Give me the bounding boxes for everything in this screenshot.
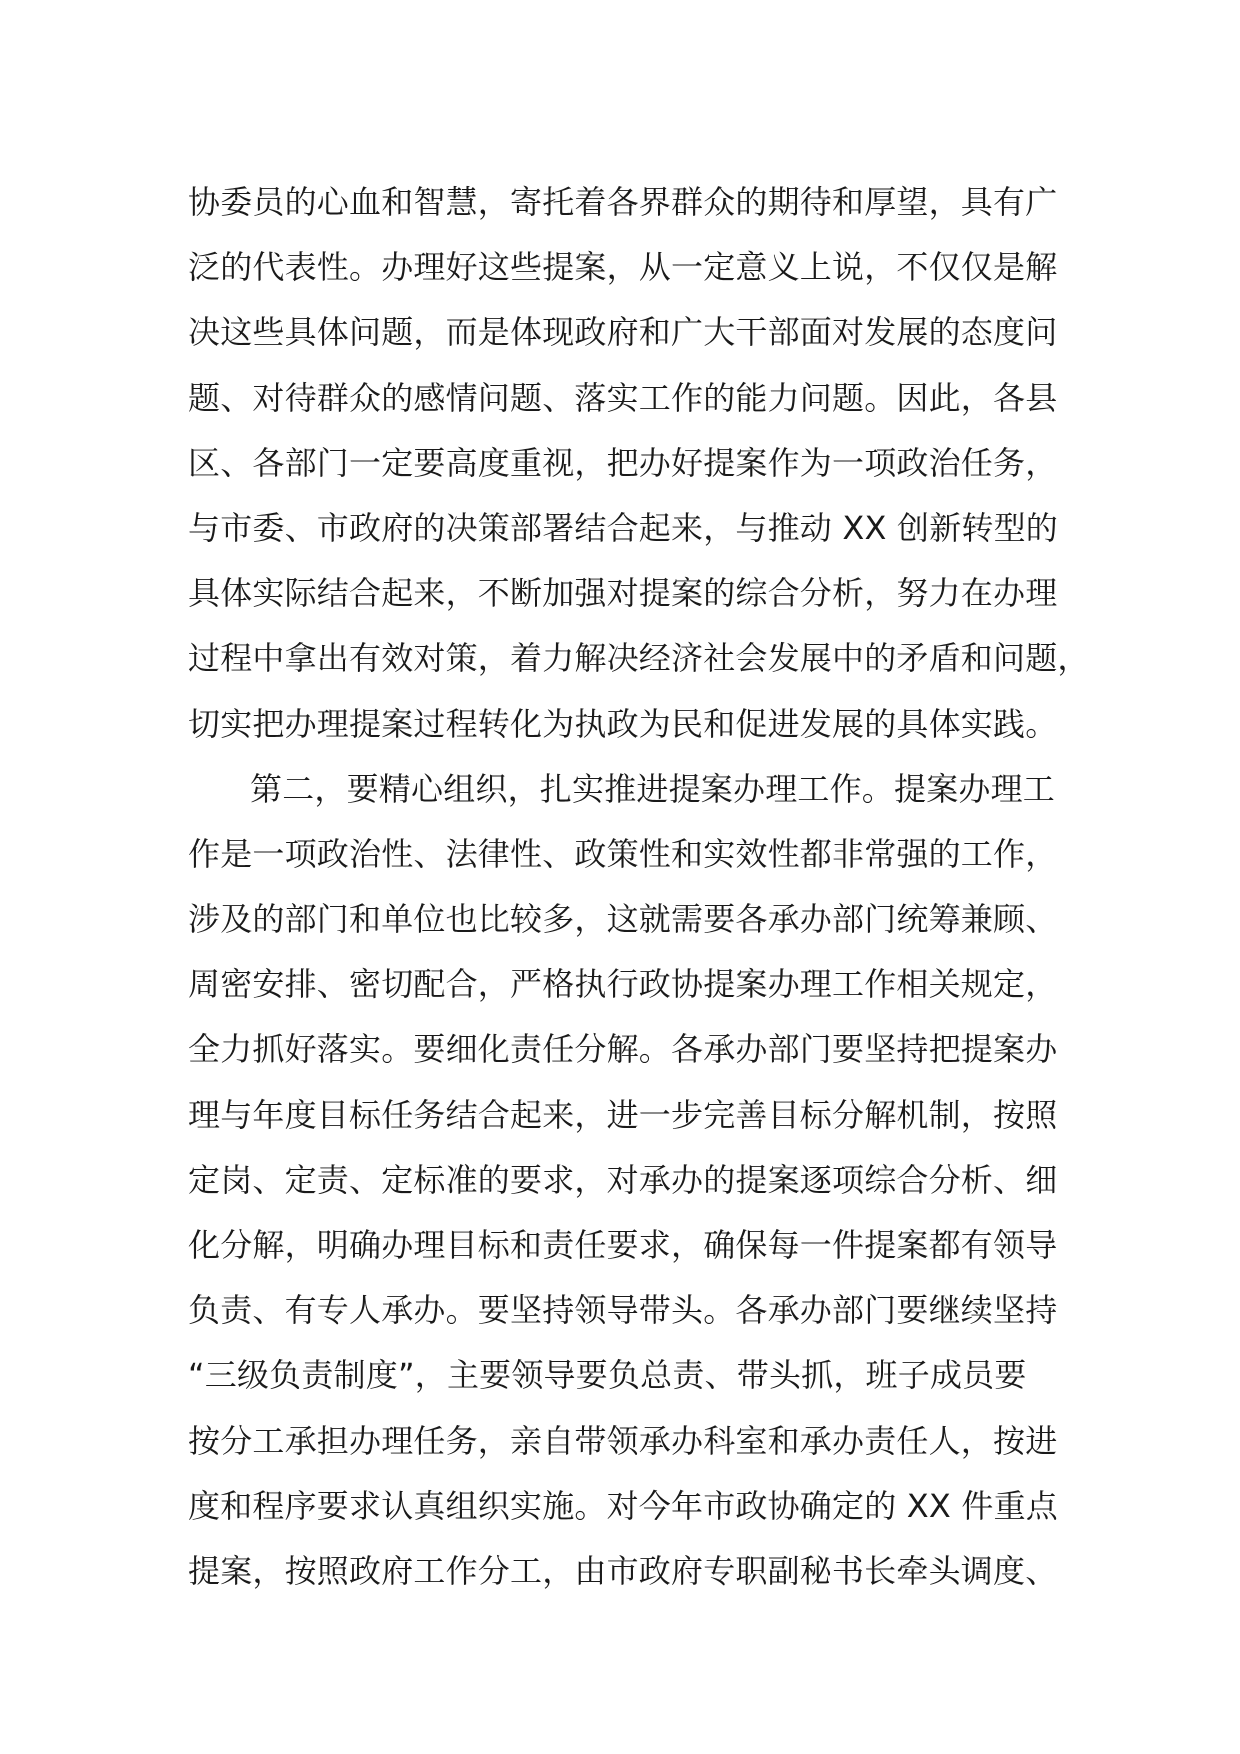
text-line: 度和程序要求认真组织实施。对今年市政协确定的 XX 件重点 bbox=[188, 1486, 1058, 1525]
text-line: 决这些具体问题，而是体现政府和广大干部面对发展的态度问 bbox=[188, 313, 1058, 352]
text-line: 定岗、定责、定标准的要求，对承办的提案逐项综合分析、细 bbox=[188, 1160, 1058, 1199]
text-line: 协委员的心血和智慧，寄托着各界群众的期待和厚望，具有广 bbox=[188, 183, 1058, 221]
paragraph-start-line: 第二，要精心组织，扎实推进提案办理工作。提案办理工 bbox=[250, 769, 1056, 808]
text-line: 过程中拿出有效对策，着力解决经济社会发展中的矛盾和问题， bbox=[188, 639, 1090, 678]
text-line: 周密安排、密切配合，严格执行政协提案办理工作相关规定， bbox=[188, 965, 1058, 1004]
text-line: 理与年度目标任务结合起来，进一步完善目标分解机制，按照 bbox=[188, 1095, 1058, 1134]
text-line: 具体实际结合起来，不断加强对提案的综合分析，努力在办理 bbox=[188, 574, 1058, 613]
text-line: 化分解，明确办理目标和责任要求，确保每一件提案都有领导 bbox=[188, 1226, 1058, 1264]
text-line: 作是一项政治性、法律性、政策性和实效性都非常强的工作， bbox=[188, 834, 1058, 873]
text-line: 题、对待群众的感情问题、落实工作的能力问题。因此，各县 bbox=[188, 378, 1058, 417]
text-line: 提案，按照政府工作分工，由市政府专职副秘书长牵头调度、 bbox=[188, 1551, 1058, 1590]
text-line: “三级负责制度”，主要领导要负总责、带头抓，班子成员要 bbox=[188, 1356, 1027, 1395]
text-line: 切实把办理提案过程转化为执政为民和促进发展的具体实践。 bbox=[188, 704, 1058, 743]
text-line: 负责、有专人承办。要坚持领导带头。各承办部门要继续坚持 bbox=[188, 1291, 1058, 1330]
text-line: 与市委、市政府的决策部署结合起来，与推动 XX 创新转型的 bbox=[188, 508, 1058, 547]
text-line: 涉及的部门和单位也比较多，这就需要各承办部门统筹兼顾、 bbox=[188, 900, 1058, 939]
text-line: 区、各部门一定要高度重视，把办好提案作为一项政治任务， bbox=[188, 443, 1058, 482]
text-line: 按分工承担办理任务，亲自带领承办科室和承办责任人，按进 bbox=[188, 1421, 1058, 1460]
text-line: 泛的代表性。办理好这些提案，从一定意义上说，不仅仅是解 bbox=[188, 248, 1058, 287]
text-line: 全力抓好落实。要细化责任分解。各承办部门要坚持把提案办 bbox=[188, 1030, 1058, 1069]
body-text bbox=[188, 170, 1088, 1604]
